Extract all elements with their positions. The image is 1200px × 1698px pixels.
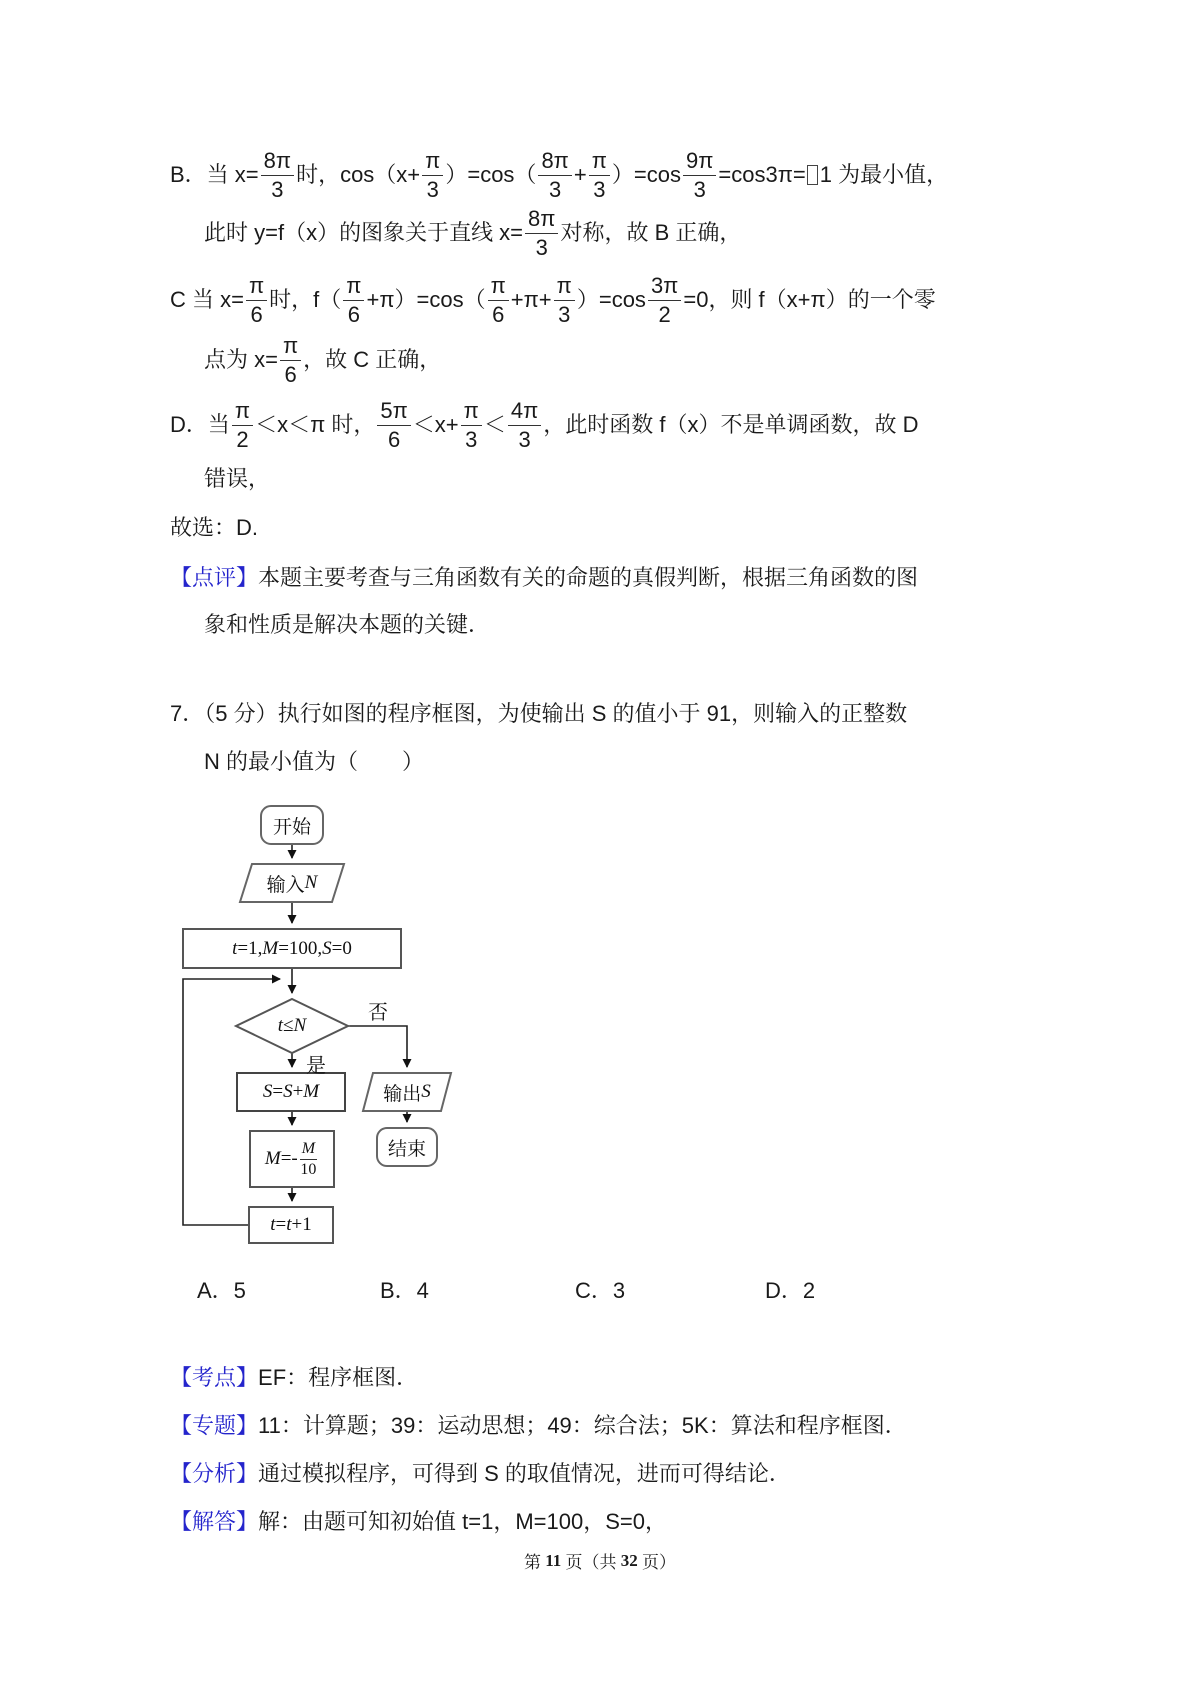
solution-line-b2: 此时 y=f（x）的图象关于直线 x= $\frac{8\pi}{3}$ 对称，故 B 正确， bbox=[204, 205, 742, 260]
flowchart-add-node: S = S + M bbox=[262, 1081, 320, 1102]
flowchart-update-m-node: M =- $\frac{M}{10}$ bbox=[264, 1139, 317, 1178]
solution-line-c1: C 当 x= $\frac{\pi}{6}$ 时，f（ $\frac{\pi}{6}$ +π）=cos（ $\frac{\pi}{6}$ +π+ $\frac{\pi}{3}$ ）=cos $\frac{3\pi}{2}$ =0，则 f（x+π）的一个零 bbox=[170, 272, 936, 327]
solution-line-d2: 错误， bbox=[204, 465, 271, 491]
flowchart-input-node: 输入 N bbox=[266, 872, 318, 896]
kaodian-section bbox=[170, 1365, 418, 1391]
zhuanti-text: 11：计算题；39：运动思想；49：综合法；5K：算法和程序框图． bbox=[258, 1412, 907, 1438]
jieda-label: 【解答】 bbox=[170, 1508, 259, 1534]
question7-line-1: 7．（5 分）执行如图的程序框图，为使输出 S 的值小于 91，则输入的正整数 bbox=[170, 700, 908, 726]
page-footer bbox=[0, 1548, 1200, 1573]
solution-line-b1: B．当 x= $\frac{8\pi}{3}$ 时，cos（x+ $\frac{\pi}{3}$ ）=cos（ $\frac{8\pi}{3}$ + $\frac{\pi}{3}$ ）=cos $\frac{9\pi}{3}$ =cos3π= 1 为最小值， bbox=[170, 147, 949, 202]
flowchart-no-label: 否 bbox=[368, 1001, 388, 1024]
answer-choice-line: 故选：D. bbox=[170, 514, 259, 540]
option-c: C．3 bbox=[575, 1278, 626, 1303]
footer-pre: 第 bbox=[523, 1553, 546, 1572]
solution-line-c2: 点为 x= $\frac{\pi}{6}$ ，故 C 正确， bbox=[204, 332, 442, 387]
flowchart-diagram bbox=[170, 800, 470, 1255]
solution-line-d1: D．当 $\frac{\pi}{2}$ ＜x＜π 时， $\frac{5\pi}{6}$ ＜x+ $\frac{\pi}{3}$ ＜ $\frac{4\pi}{3}$ ，此时函数 f（x）不是单调函数，故 D bbox=[170, 397, 919, 452]
fenxi-label: 【分析】 bbox=[170, 1460, 259, 1486]
kaodian-label: 【考点】 bbox=[170, 1364, 259, 1390]
flowchart-end-node: 结束 bbox=[387, 1138, 426, 1160]
footer-mid: 页（共 bbox=[561, 1553, 621, 1572]
footer-total-pages: 32 bbox=[620, 1550, 638, 1570]
option-d: D．2 bbox=[765, 1278, 816, 1303]
fenxi-section bbox=[170, 1461, 791, 1487]
fenxi-text: 通过模拟程序，可得到 S 的取值情况，进而可得结论． bbox=[258, 1460, 791, 1486]
comment-line-1 bbox=[170, 565, 918, 591]
flowchart-output-node: 输出 S bbox=[383, 1081, 431, 1105]
comment-line-2: 象和性质是解决本题的关键． bbox=[204, 611, 491, 637]
flowchart-yes-label: 是 bbox=[306, 1054, 326, 1077]
flowchart-start-node: 开始 bbox=[272, 816, 311, 838]
comment-label: 【点评】 bbox=[170, 564, 259, 590]
zhuanti-label: 【专题】 bbox=[170, 1412, 259, 1438]
flowchart bbox=[170, 800, 470, 1255]
flowchart-condition-node: t ≤ N bbox=[277, 1015, 307, 1036]
option-b: B．4 bbox=[380, 1278, 429, 1303]
question7-line-2: N 的最小值为（ ） bbox=[204, 748, 425, 774]
option-a: A．5 bbox=[197, 1278, 246, 1303]
jieda-section bbox=[170, 1509, 667, 1535]
flowchart-init-node: t =1, M =100, S =0 bbox=[232, 937, 352, 959]
footer-page-number: 11 bbox=[545, 1550, 562, 1570]
flowchart-increment-node: t = t +1 bbox=[270, 1214, 312, 1235]
zhuanti-section bbox=[170, 1413, 907, 1439]
comment-text-1: 本题主要考查与三角函数有关的命题的真假判断，根据三角函数的图 bbox=[258, 564, 919, 590]
footer-post: 页） bbox=[637, 1553, 677, 1572]
jieda-text: 解：由题可知初始值 t=1，M=100，S=0， bbox=[258, 1508, 667, 1534]
kaodian-text: EF：程序框图． bbox=[258, 1364, 419, 1390]
